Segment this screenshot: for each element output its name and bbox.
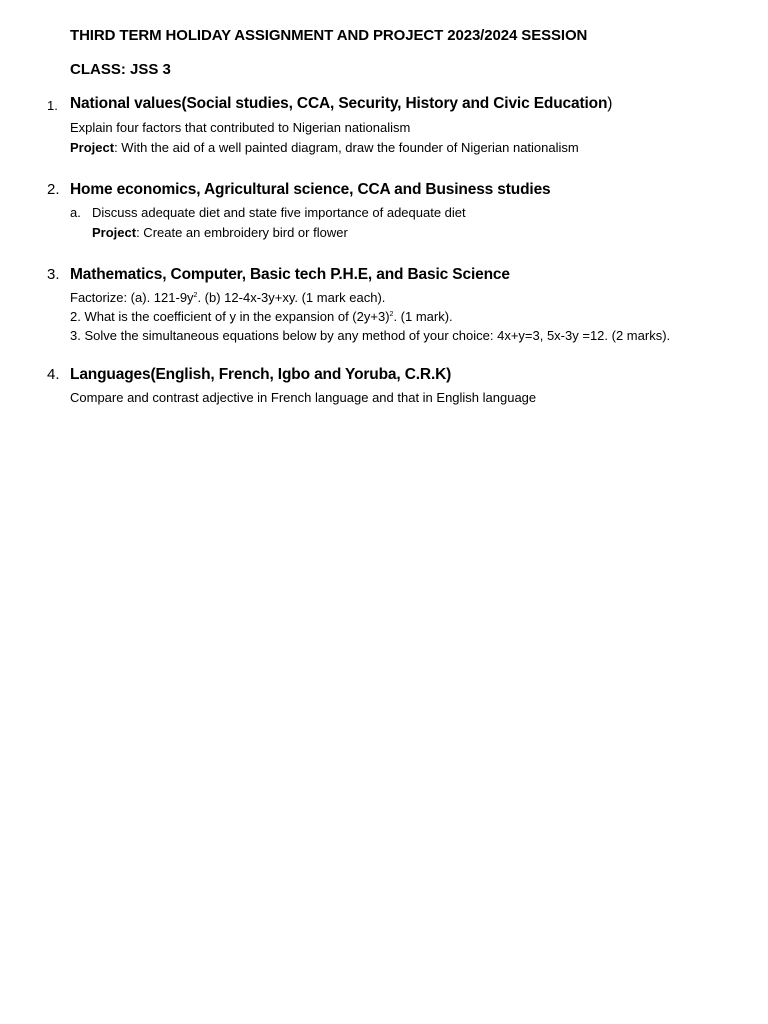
list-marker: a.: [70, 205, 81, 220]
section-heading: Mathematics, Computer, Basic tech P.H.E, and Basic Science: [70, 266, 510, 283]
project-line: [70, 140, 579, 155]
section-heading: Home economics, Agricultural science, CCA and Business studies: [70, 181, 551, 198]
question-2: [70, 309, 453, 324]
section-heading-tail: ): [607, 95, 613, 112]
project-label: Project: [92, 225, 137, 240]
section-heading: [70, 95, 612, 113]
question-1-part-b: . (b) 12-4x-3y+xy. (1 mark each).: [197, 290, 386, 305]
section-number: 1.: [47, 98, 58, 113]
question-text: Discuss adequate diet and state five importance of adequate diet: [92, 205, 466, 220]
project-line: [92, 225, 348, 240]
question-1-part-a: Factorize: (a). 121-9y: [70, 290, 194, 305]
section-number: 3.: [47, 266, 60, 283]
question-1: [70, 290, 385, 305]
class-label: CLASS: JSS 3: [70, 61, 171, 78]
question-text: Explain four factors that contributed to Nigerian nationalism: [70, 120, 411, 135]
question-3: 3. Solve the simultaneous equations below by any method of your choice: 4x+y=3, 5x-3y =12. (2 marks).: [70, 328, 671, 343]
project-text: : With the aid of a well painted diagram, draw the founder of Nigerian nationalism: [114, 140, 579, 155]
section-heading-text: National values(Social studies, CCA, Security, History and Civic Education: [70, 95, 608, 112]
section-number: 4.: [47, 366, 60, 383]
document-title: THIRD TERM HOLIDAY ASSIGNMENT AND PROJECT 2023/2024 SESSION: [70, 27, 588, 44]
question-text: Compare and contrast adjective in French language and that in English language: [70, 390, 537, 405]
project-label: Project: [70, 140, 115, 155]
section-heading: Languages(English, French, Igbo and Yoruba, C.R.K): [70, 366, 452, 383]
project-text: : Create an embroidery bird or flower: [136, 225, 348, 240]
section-number: 2.: [47, 181, 60, 198]
question-2-part-a: 2. What is the coefficient of y in the expansion of (2y+3): [70, 309, 390, 324]
question-2-part-b: . (1 mark).: [393, 309, 453, 324]
superscript: 2: [389, 311, 394, 318]
superscript: 2: [193, 292, 198, 299]
